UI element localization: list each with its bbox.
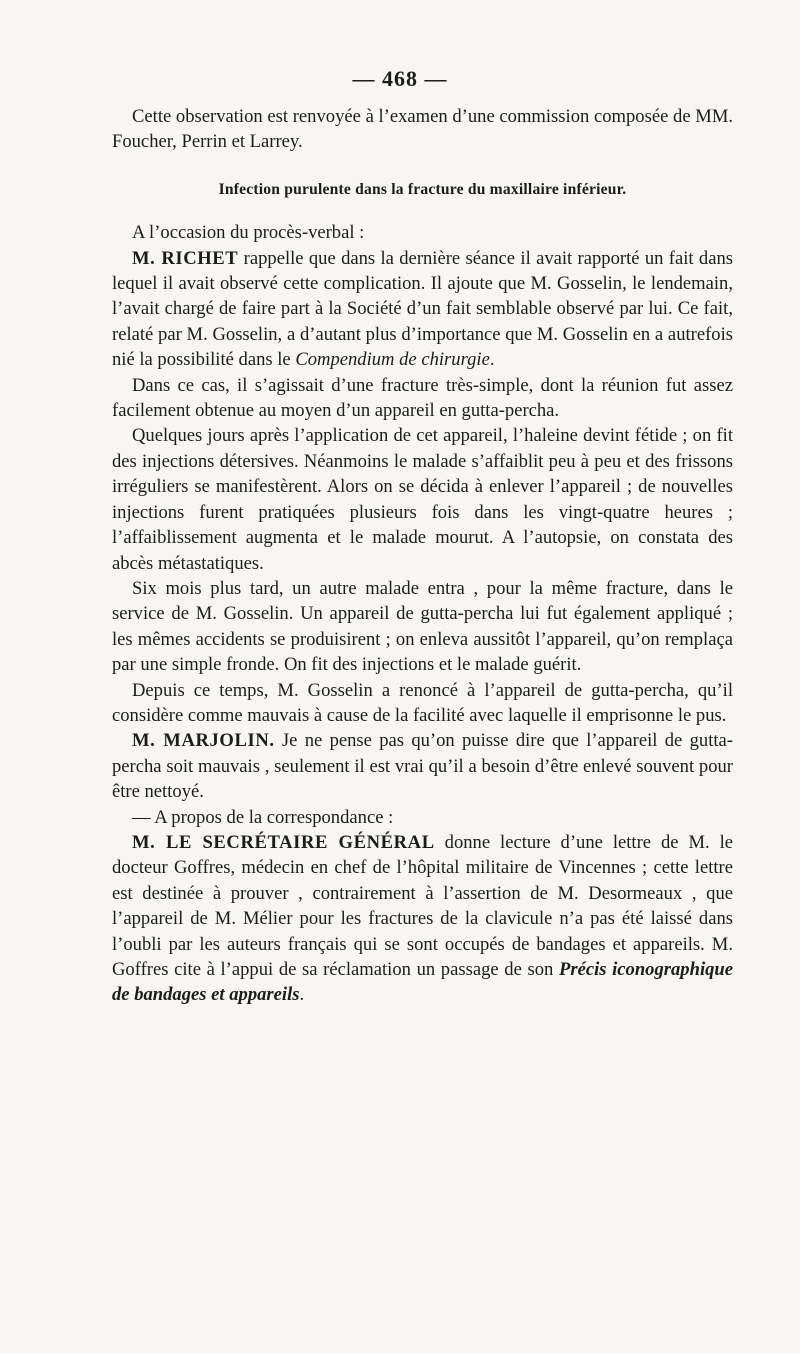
paragraph-first-patient: Quelques jours après l’application de cet appareil, l’haleine devint fétide ; on fit des injections détersives. Néanmoins le malade s’affaiblit peu à peu et des frissons irréguliers se manifestèrent. Alors on se décida à enlever l’appareil ; de nouvelles injections furent pratiquées plusieurs fois dans les vingt-quatre heures ; l’affaiblissement augmenta et le malade mourut. A l’autopsie, on constata des abcès métastatiques.	[112, 425, 733, 574]
speaker-secretaire: M. LE SECRÉTAIRE GÉNÉRAL	[132, 831, 435, 853]
richet-text: rappelle que dans la dernière séance il avait rapporté un fait dans lequel il avait observé cette complication. Il ajoute que M. Gosselin, le lendemain, l’avait chargé de faire part à la Société d’un fait semblable observé par lui. Ce fait, relaté par M. Gosselin, a d’autant plus d’importance que M. Gosselin en a autrefois nié la possibilité dans le	[112, 247, 733, 371]
paragraph-correspondance: — A propos de la correspondance :	[132, 806, 394, 828]
marjolin-text: Je ne pense pas qu’on puisse dire que l’appareil de gutta-percha soit mauvais , seulement il est vrai qu’il a besoin d’être enlevé souvent pour être nettoyé.	[112, 730, 733, 803]
precis-title: Précis iconographique de bandages et appareils	[112, 959, 733, 1006]
paragraph-proces-verbal: A l’occasion du procès-verbal :	[132, 222, 365, 244]
paragraph-marjolin	[112, 728, 733, 804]
paragraph-commission: Cette observation est renvoyée à l’examen d’une commission composée de MM. Foucher, Perrin et Larrey.	[112, 106, 733, 153]
page-number: — 468 —	[352, 66, 448, 91]
paragraph-gosselin-renounce: Depuis ce temps, M. Gosselin a renoncé à l’appareil de gutta-percha, qu’il considère comme mauvais à cause de la facilité avec laquelle il emprisonne le pus.	[112, 679, 733, 726]
secretaire-text-end: .	[299, 984, 305, 1006]
paragraph-secretaire	[112, 830, 733, 1008]
paragraph-fracture-case: Dans ce cas, il s’agissait d’une fracture très-simple, dont la réunion fut assez facilement obtenue au moyen d’un appareil en gutta-percha.	[112, 374, 733, 422]
section-heading: Infection purulente dans la fracture du maxillaire inférieur.	[218, 180, 627, 198]
richet-text-end: .	[489, 349, 495, 371]
body-text	[112, 104, 733, 1008]
compendium-title: Compendium de chirurgie	[295, 349, 490, 371]
secretaire-text: donne lecture d’une lettre de M. le docteur Goffres, médecin en chef de l’hôpital militaire de Vincennes ; cette lettre est destinée à prouver , contrairement à l’assertion de M. Desormeaux , que l’appareil de M. Mélier pour les fractures de la clavicule n’a pas été laissé dans l’oubli par les auteurs français qui se sont occupés de bandages et appareils. M. Goffres cite à l’appui de sa réclamation un passage de son	[112, 831, 733, 980]
paragraph-richet	[112, 246, 733, 373]
speaker-marjolin: M. MARJOLIN.	[132, 730, 275, 752]
speaker-richet: M. RICHET	[132, 247, 239, 269]
paragraph-second-patient: Six mois plus tard, un autre malade entra , pour la même fracture, dans le service de M. Gosselin. Un appareil de gutta-percha lui fut également appliqué ; les mêmes accidents se produisirent ; on enleva aussitôt l’appareil, qu’on remplaça par une simple fronde. On fit des injections et le malade guérit.	[112, 577, 733, 676]
